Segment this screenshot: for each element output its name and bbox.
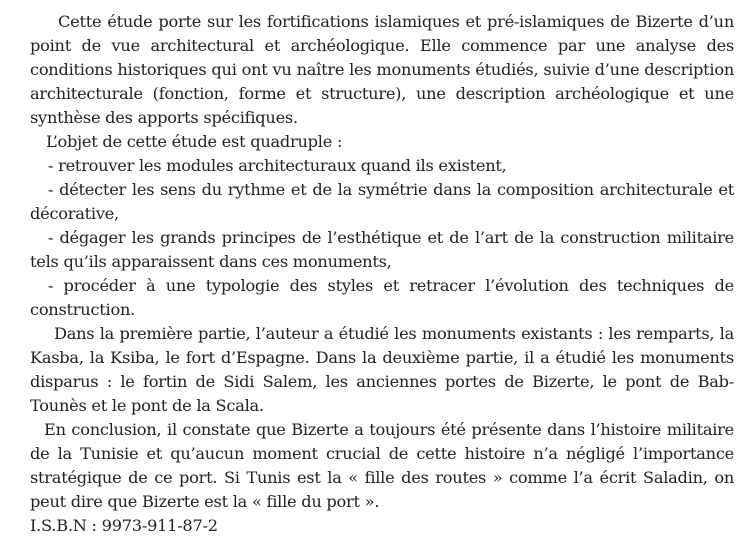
objective-item-4: - procéder à une typologie des styles et retracer l’évolution des techniques de construction. (30, 276, 734, 319)
objective-intro: L’objet de cette étude est quadruple : (46, 132, 343, 151)
objective-item-3: - dégager les grands principes de l’esthétique et de l’art de la construction militaire tels qu’ils apparaissent dans ces monuments, (30, 228, 734, 271)
objective-item-1: - retrouver les modules architecturaux quand ils existent, (48, 156, 507, 175)
isbn-line: I.S.B.N : 9973-911-87-2 (30, 516, 218, 535)
conclusion-paragraph: En conclusion, il constate que Bizerte a toujours été présente dans l’histoire militaire de la Tunisie et qu’aucun moment crucial de cette histoire n’a négligé l’importance stratégique de ce port. Si Tunis est la « fille des routes » comme l’a écrit Saladin, on peut dire que Bizerte est la « fille du port ». (30, 420, 734, 511)
parts-paragraph: Dans la première partie, l’auteur a étudié les monuments existants : les remparts, la Kasba, la Ksiba, le fort d’Espagne. Dans la deuxième partie, il a étudié les monuments disparus : le fortin de Sidi Salem, les anciennes portes de Bizerte, le pont de Bab-Tounès et le pont de la Scala. (30, 324, 734, 415)
objective-item-2: - détecter les sens du rythme et de la symétrie dans la composition architecturale et décorative, (30, 180, 734, 223)
intro-paragraph: Cette étude porte sur les fortifications islamiques et pré-islamiques de Bizerte d’un point de vue architectural et archéologique. Elle commence par une analyse des conditions historiques qui ont vu naître les monuments étudiés, suivie d’une description architecturale (fonction, forme et structure), une description archéologique et une synthèse des apports spécifiques. (30, 12, 734, 127)
